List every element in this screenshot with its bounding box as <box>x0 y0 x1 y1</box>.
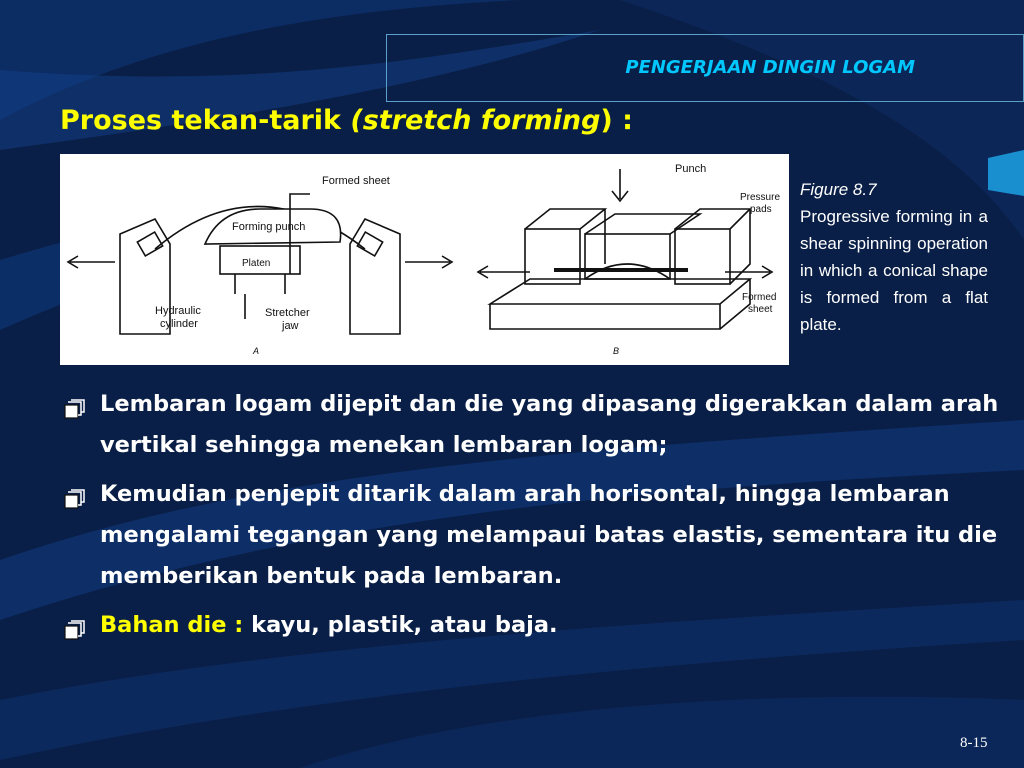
label-hydraulic-1: Hydraulic <box>155 305 201 317</box>
book-icon <box>62 489 88 511</box>
bullet-item <box>60 474 1010 597</box>
slide-title-italic: (stretch forming <box>350 105 601 136</box>
label-stretcher-2: jaw <box>282 320 299 332</box>
label-formed-sheet: Formed sheet <box>322 175 390 187</box>
figure-caption <box>800 176 988 338</box>
slide-title <box>60 105 633 136</box>
label-platen: Platen <box>242 258 271 269</box>
label-forming-punch: Forming punch <box>232 221 306 233</box>
bullet-highlight: Bahan die : <box>100 612 252 638</box>
book-icon <box>62 399 88 421</box>
slide-title-end: ) : <box>600 105 633 136</box>
label-b: B <box>613 346 620 356</box>
header-box <box>386 34 1024 102</box>
stretch-forming-figure <box>60 154 789 365</box>
label-punch: Punch <box>675 163 707 175</box>
page-number: 8-15 <box>960 735 988 751</box>
label-pressure-1: Pressure <box>740 192 781 203</box>
label-formed-2: sheet <box>748 304 773 315</box>
caption-title: Figure 8.7 <box>800 180 877 199</box>
book-icon <box>62 620 88 642</box>
label-pressure-2: pads <box>750 204 772 215</box>
label-stretcher-1: Stretcher <box>265 307 310 319</box>
bullet-item <box>60 384 1010 466</box>
slide-title-main: Proses tekan-tarik <box>60 105 351 136</box>
bullet-text: kayu, plastik, atau baja. <box>251 612 558 638</box>
figure-drawing <box>60 154 789 365</box>
header-title: PENGERJAAN DINGIN LOGAM <box>625 57 915 78</box>
caption-text: Progressive forming in a shear spinning operation in which a conical shape is formed from a flat plate. <box>800 207 988 334</box>
bullet-item <box>60 605 1010 646</box>
label-hydraulic-2: cylinder <box>160 318 198 330</box>
label-formed-1: Formed <box>742 292 777 303</box>
bullet-list <box>60 384 1010 654</box>
bullet-text: Kemudian penjepit ditarik dalam arah horisontal, hingga lembaran mengalami tegangan yang melampaui batas elastis, sementara itu die memberikan bentuk pada lembaran. <box>100 481 998 589</box>
label-a: A <box>253 346 260 356</box>
bullet-text: Lembaran logam dijepit dan die yang dipasang digerakkan dalam arah vertikal sehingga menekan lembaran logam; <box>100 391 999 458</box>
